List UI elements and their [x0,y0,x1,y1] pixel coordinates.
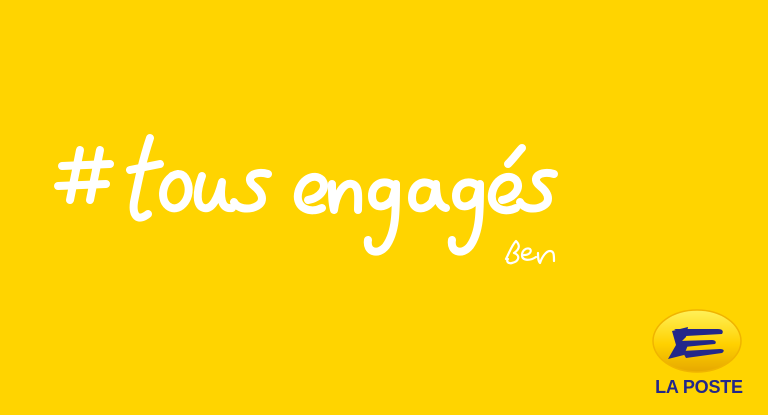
la-poste-bird-icon [648,307,746,375]
la-poste-wordmark: LA POSTE [655,377,743,397]
headline-handwriting [46,128,566,278]
signature [502,237,564,267]
la-poste-logo [642,307,756,411]
